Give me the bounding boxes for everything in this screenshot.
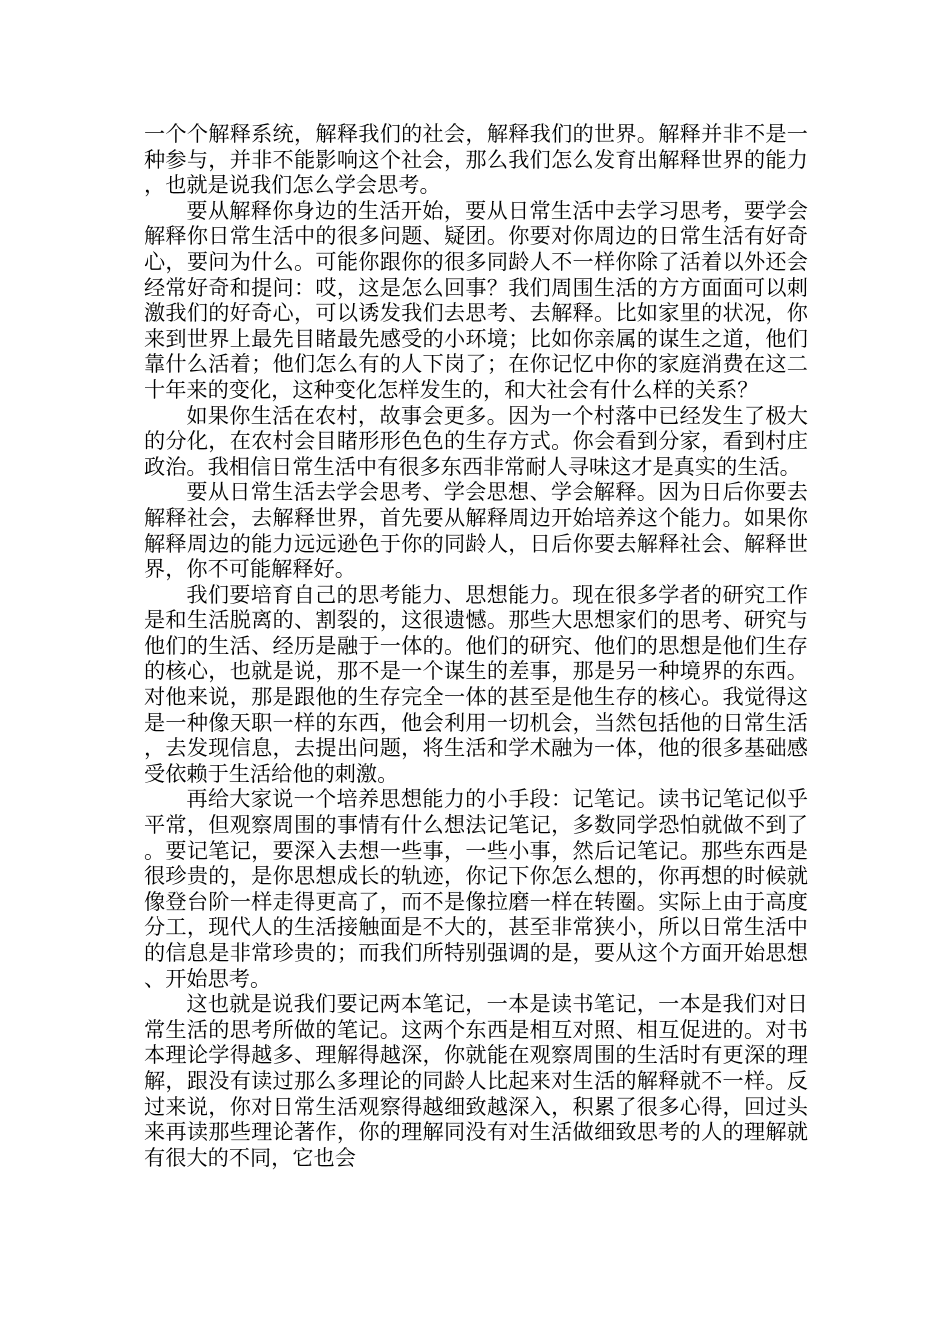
body-text <box>144 121 808 1170</box>
paragraph-5: 我们要培育自己的思考能力、思想能力。现在很多学者的研究工作是和生活脱离的、割裂的，这很遗憾。那些大思想家们的思考、研究与他们的生活、经历是融于一体的。他们的研究、他们的思想是他们生存的核心，也就是说，那不是一个谋生的差事，那是另一种境界的东西。对他来说，那是跟他的生存完全一体的甚至是他生存的核心。我觉得这是一种像天职一样的东西，他会利用一切机会，当然包括他的日常生活，去发现信息，去提出问题，将生活和学术融为一体，他的很多基础感受依赖于生活给他的刺激。 <box>144 581 808 786</box>
paragraph-6: 再给大家说一个培养思想能力的小手段：记笔记。读书记笔记似乎平常，但观察周围的事情有什么想法记笔记，多数同学恐怕就做不到了。要记笔记，要深入去想一些事，一些小事，然后记笔记。那些东西是很珍贵的，是你思想成长的轨迹，你记下你怎么想的，你再想的时候就像登台阶一样走得更高了，而不是像拉磨一样在转圈。实际上由于高度分工，现代人的生活接触面是不大的，甚至非常狭小，所以日常生活中的信息是非常珍贵的；而我们所特别强调的是，要从这个方面开始思想、开始思考。 <box>144 786 808 991</box>
paragraph-7: 这也就是说我们要记两本笔记，一本是读书笔记，一本是我们对日常生活的思考所做的笔记。这两个东西是相互对照、相互促进的。对书本理论学得越多、理解得越深，你就能在观察周围的生活时有更深的理解，跟没有读过那么多理论的同龄人比起来对生活的解释就不一样。反过来说，你对日常生活观察得越细致越深入，积累了很多心得，回过头来再读那些理论著作，你的理解同没有对生活做细致思考的人的理解就有很大的不同，它也会 <box>144 991 808 1170</box>
paragraph-2: 要从解释你身边的生活开始，要从日常生活中去学习思考，要学会解释你日常生活中的很多问题、疑团。你要对你周边的日常生活有好奇心，要问为什么。可能你跟你的很多同龄人不一样你除了活着以外还会经常好奇和提问：哎，这是怎么回事？我们周围生活的方方面面可以刺激我们的好奇心，可以诱发我们去思考、去解释。比如家里的状况，你来到世界上最先目睹最先感受的小环境；比如你亲属的谋生之道，他们靠什么活着；他们怎么有的人下岗了；在你记忆中你的家庭消费在这二十年来的变化，这种变化怎样发生的，和大社会有什么样的关系？ <box>144 197 808 402</box>
paragraph-4: 要从日常生活去学会思考、学会思想、学会解释。因为日后你要去解释社会，去解释世界，首先要从解释周边开始培养这个能力。如果你解释周边的能力远远逊色于你的同龄人，日后你要去解释社会、解释世界，你不可能解释好。 <box>144 479 808 582</box>
paragraph-3: 如果你生活在农村，故事会更多。因为一个村落中已经发生了极大的分化，在农村会目睹形形色色的生存方式。你会看到分家，看到村庄政治。我相信日常生活中有很多东西非常耐人寻味这才是真实的生活。 <box>144 402 808 479</box>
paragraph-1: 一个个解释系统，解释我们的社会，解释我们的世界。解释并非不是一种参与，并非不能影响这个社会，那么我们怎么发育出解释世界的能力，也就是说我们怎么学会思考。 <box>144 121 808 198</box>
